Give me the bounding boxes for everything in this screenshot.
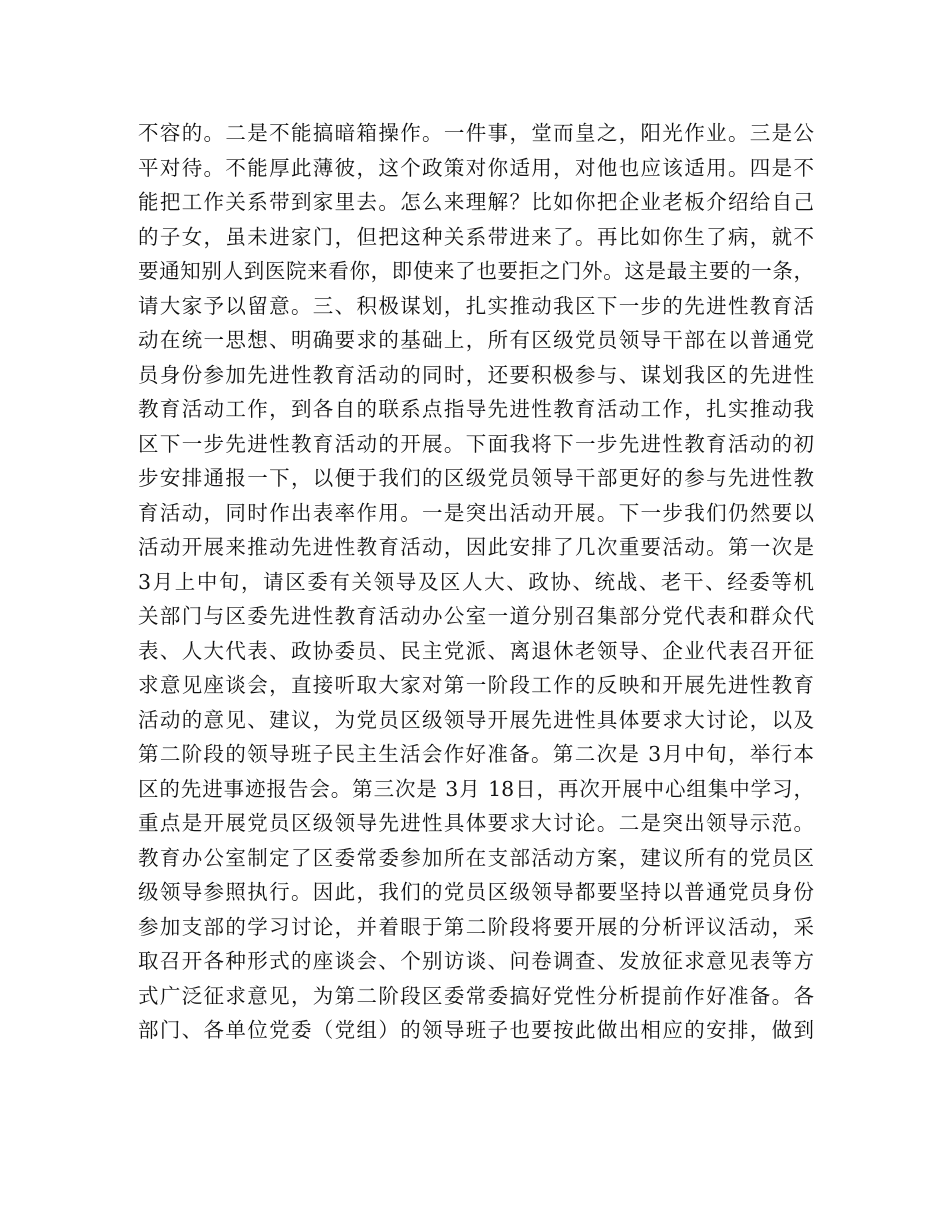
text-line-17: 求意见座谈会，直接听取大家对第一阶段工作的反映和开展先进性教育: [138, 673, 814, 697]
text-line-19: 第二阶段的领导班子民主生活会作好准备。第二次是 3月中旬，举行本: [138, 742, 814, 766]
text-line-8: 员身份参加先进性教育活动的同时，还要积极参与、谋划我区的先进性: [138, 362, 814, 387]
text-line-24: 参加支部的学习讨论，并着眼于第二阶段将要开展的分析评议活动，采: [138, 914, 814, 939]
text-line-11: 步安排通报一下，以便于我们的区级党员领导干部更好的参与先进性教: [138, 466, 814, 490]
text-line-13: 活动开展来推动先进性教育活动，因此安排了几次重要活动。第一次是: [138, 535, 814, 559]
text-line-6: 请大家予以留意。三、积极谋划，扎实推动我区下一步的先进性教育活: [138, 293, 814, 318]
text-line-4: 的子女，虽未进家门，但把这种关系带进来了。再比如你生了病，就不: [138, 224, 814, 249]
text-line-3: 能把工作关系带到家里去。怎么来理解？比如你把企业老板介绍给自己: [138, 190, 814, 214]
text-line-15: 关部门与区委先进性教育活动办公室一道分别召集部分党代表和群众代: [138, 604, 814, 628]
text-line-5: 要通知别人到医院来看你，即使来了也要拒之门外。这是最主要的一条，: [138, 259, 814, 283]
text-line-26: 式广泛征求意见，为第二阶段区委常委搞好党性分析提前作好准备。各: [138, 983, 814, 1008]
text-line-9: 教育活动工作，到各自的联系点指导先进性教育活动工作，扎实推动我: [138, 397, 814, 421]
text-line-7: 动在统一思想、明确要求的基础上，所有区级党员领导干部在以普通党: [138, 328, 814, 352]
text-line-10: 区下一步先进性教育活动的开展。下面我将下一步先进性教育活动的初: [138, 431, 814, 456]
text-line-1: 不容的。二是不能搞暗箱操作。一件事，堂而皇之，阳光作业。三是公: [138, 121, 814, 145]
text-line-14: 3月上中旬，请区委有关领导及区人大、政协、统战、老干、经委等机: [138, 569, 814, 594]
text-line-2: 平对待。不能厚此薄彼，这个政策对你适用，对他也应该适用。四是不: [138, 155, 814, 180]
text-line-12: 育活动，同时作出表率作用。一是突出活动开展。下一步我们仍然要以: [138, 500, 814, 525]
text-line-16: 表、人大代表、政协委员、民主党派、离退休老领导、企业代表召开征: [138, 638, 814, 663]
body-text: [138, 116, 814, 1048]
text-line-27: 部门、各单位党委（党组）的领导班子也要按此做出相应的安排，做到: [138, 1018, 814, 1042]
text-line-21: 重点是开展党员区级领导先进性具体要求大讨论。二是突出领导示范。: [138, 811, 814, 835]
text-line-23: 级领导参照执行。因此，我们的党员区级领导都要坚持以普通党员身份: [138, 880, 814, 904]
text-line-22: 教育办公室制定了区委常委参加所在支部活动方案，建议所有的党员区: [138, 845, 814, 870]
text-line-20: 区的先进事迹报告会。第三次是 3月 18日，再次开展中心组集中学习，: [138, 776, 814, 801]
text-line-18: 活动的意见、建议，为党员区级领导开展先进性具体要求大讨论，以及: [138, 707, 814, 732]
text-line-25: 取召开各种形式的座谈会、个别访谈、问卷调查、发放征求意见表等方: [138, 949, 814, 973]
